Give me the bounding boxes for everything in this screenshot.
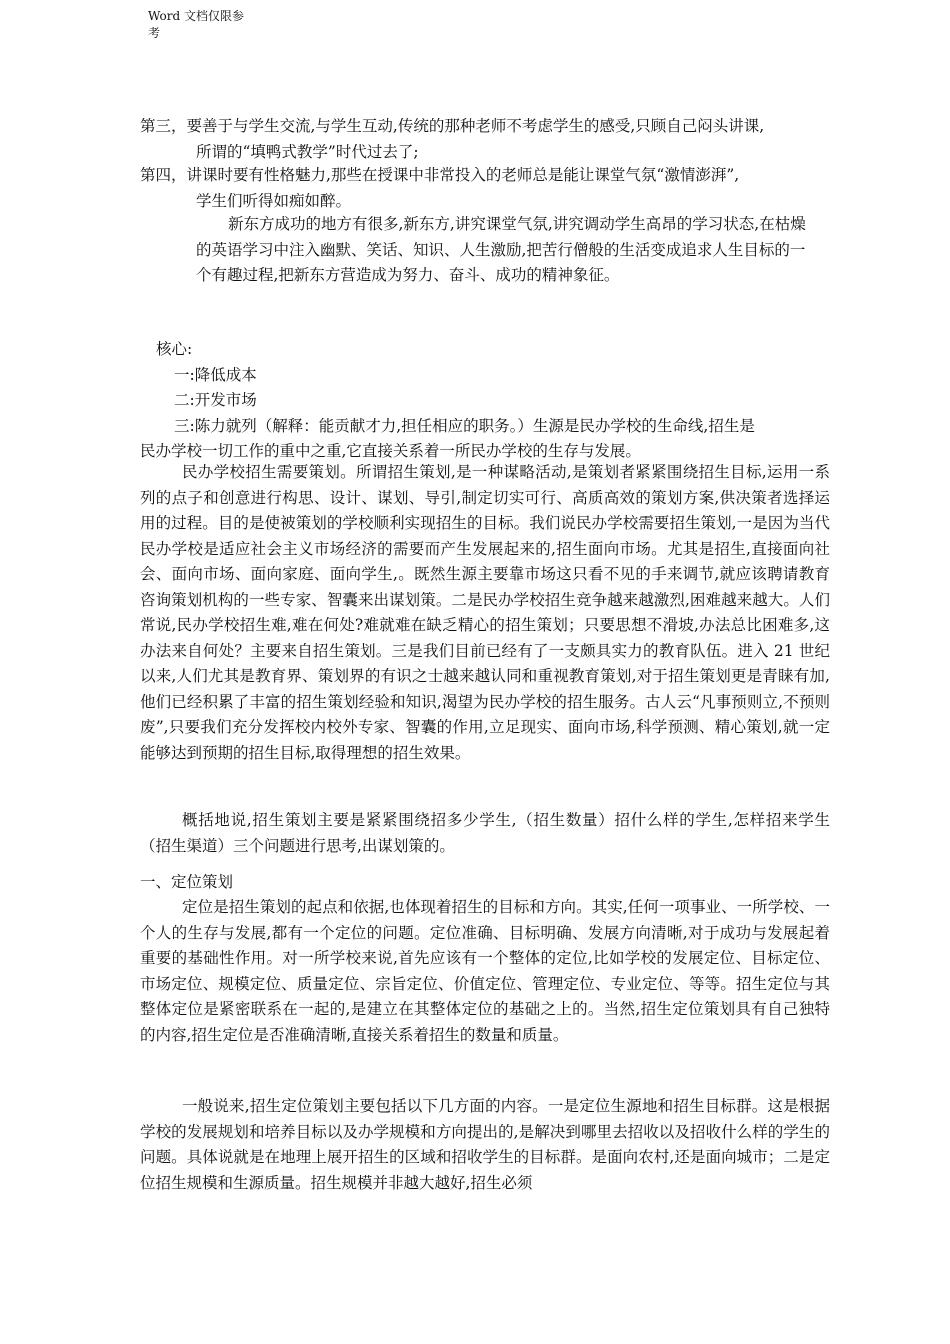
item-third-text: 第三，要善于与学生交流,与学生互动,传统的那种老师不考虑学生的感受,只顾自己闷头讲课, xyxy=(140,117,765,135)
paragraph-planning-need: 民办学校招生需要策划。所谓招生策划,是一种谋略活动,是策划者紧紧围绕招生目标,运用一系列的点子和创意进行构思、设计、谋划、导引,制定切实可行、高质高效的策划方案,供决策者选择运用的过程。目的是使被策划的学校顺利实现招生的目标。我们说民办学校需要招生策划,一是因为当代民办学校是适应社会主义市场经济的需要而产生发展起来的,招生面向市场。尤其是招生,直接面向社会、面向市场、面向家庭、面向学生,。既然生源主要靠市场这只看不见的手来调节,就应该聘请教育咨询策划机构的一些专家、智囊来出谋划策。二是民办学校招生竞争越来越激烈,困难越来越大。人们常说,民办学校招生难,难在何处?难就难在缺乏精心的招生策划；只要思想不滑坡,办法总比困难多,这办法来自何处？主要来自招生策划。三是我们目前已经有了一支颇具实力的教育队伍。进入 21 世纪以来,人们尤其是教育界、策划界的有识之士越来越认同和重视教育策划,对于招生策划更是青睐有加,他们已经积累了丰富的招生策划经验和知识,渴望为民办学校的招生服务。古人云“凡事预则立,不预则废”,只要我们充分发挥校内校外专家、智囊的作用,立足现实、面向市场,科学预测、精心策划,就一定能够达到预期的招生目标,取得理想的招生效果。 xyxy=(140,463,830,762)
core-point-3-continuation: 民办学校一切工作的重中之重,它直接关系着一所民办学校的生存与发展。 xyxy=(140,442,641,460)
new-oriental-text: 新东方成功的地方有很多,新东方,讲究课堂气氛,讲究调动学生高昂的学习状态,在枯燥的英语学习中注入幽默、笑话、知识、人生激励,把苦行僧般的生活变成追求人生目标的一个有趣过程,把新东方营造成为努力、奋斗、成功的精神象征。 xyxy=(196,215,806,284)
paragraph-positioning-content: 一般说来,招生定位策划主要包括以下几方面的内容。一是定位生源地和招生目标群。这是根据学校的发展规划和培养目标以及办学规模和方向提出的,是解决到哪里去招收以及招收什么样的学生的问题。具体说就是在地理上展开招生的区域和招收学生的目标群。是面向农村,还是面向城市；二是定位招生规模和生源质量。招生规模并非越大越好,招生必须 xyxy=(140,1097,830,1192)
new-oriental-paragraph xyxy=(196,212,820,289)
page-header-note xyxy=(148,8,268,42)
core-title: 核心: xyxy=(156,340,193,358)
list-item-fourth xyxy=(140,163,820,214)
item-third-continuation: 所谓的“填鸭式教学”时代过去了; xyxy=(196,142,419,161)
paragraph-positioning: 定位是招生策划的起点和依据,也体现着招生的目标和方向。其实,任何一项事业、一所学校、一个人的生存与发展,都有一个定位的问题。定位准确、目标明确、发展方向清晰,对于成功与发展起着重要的基础性作用。对一所学校来说,首先应该有一个整体的定位,比如学校的发展定位、目标定位、市场定位、规模定位、质量定位、宗旨定位、价值定位、管理定位、专业定位、等等。招生定位与其整体定位是紧密联系在一起的,是建立在其整体定位的基础之上的。当然,招生定位策划具有自己独特的内容,招生定位是否准确清晰,直接关系着招生的数量和质量。 xyxy=(140,898,830,1044)
core-point-1: 一:降低成本 xyxy=(174,365,257,384)
core-section xyxy=(140,337,830,465)
header-line-1: Word 文档仅限参 xyxy=(148,9,244,23)
section-heading-positioning: 一、定位策划 xyxy=(140,873,234,891)
item-fourth-text: 第四，讲课时要有性格魅力,那些在授课中非常投入的老师总是能让课堂气氛“激情澎湃”, xyxy=(140,166,740,184)
paragraph-summary: 概括地说,招生策划主要是紧紧围绕招多少学生,（招生数量）招什么样的学生,怎样招来学生（招生渠道）三个问题进行思考,出谋划策的。 xyxy=(140,811,830,855)
core-point-2: 二:开发市场 xyxy=(174,391,257,409)
list-item-third xyxy=(140,114,820,165)
header-line-2: 考 xyxy=(148,26,161,40)
item-fourth-continuation: 学生们听得如痴如醉。 xyxy=(196,191,352,210)
core-point-3: 三:陈力就列（解释：能贡献才力,担任相应的职务。）生源是民办学校的生命线,招生是 xyxy=(174,416,755,435)
